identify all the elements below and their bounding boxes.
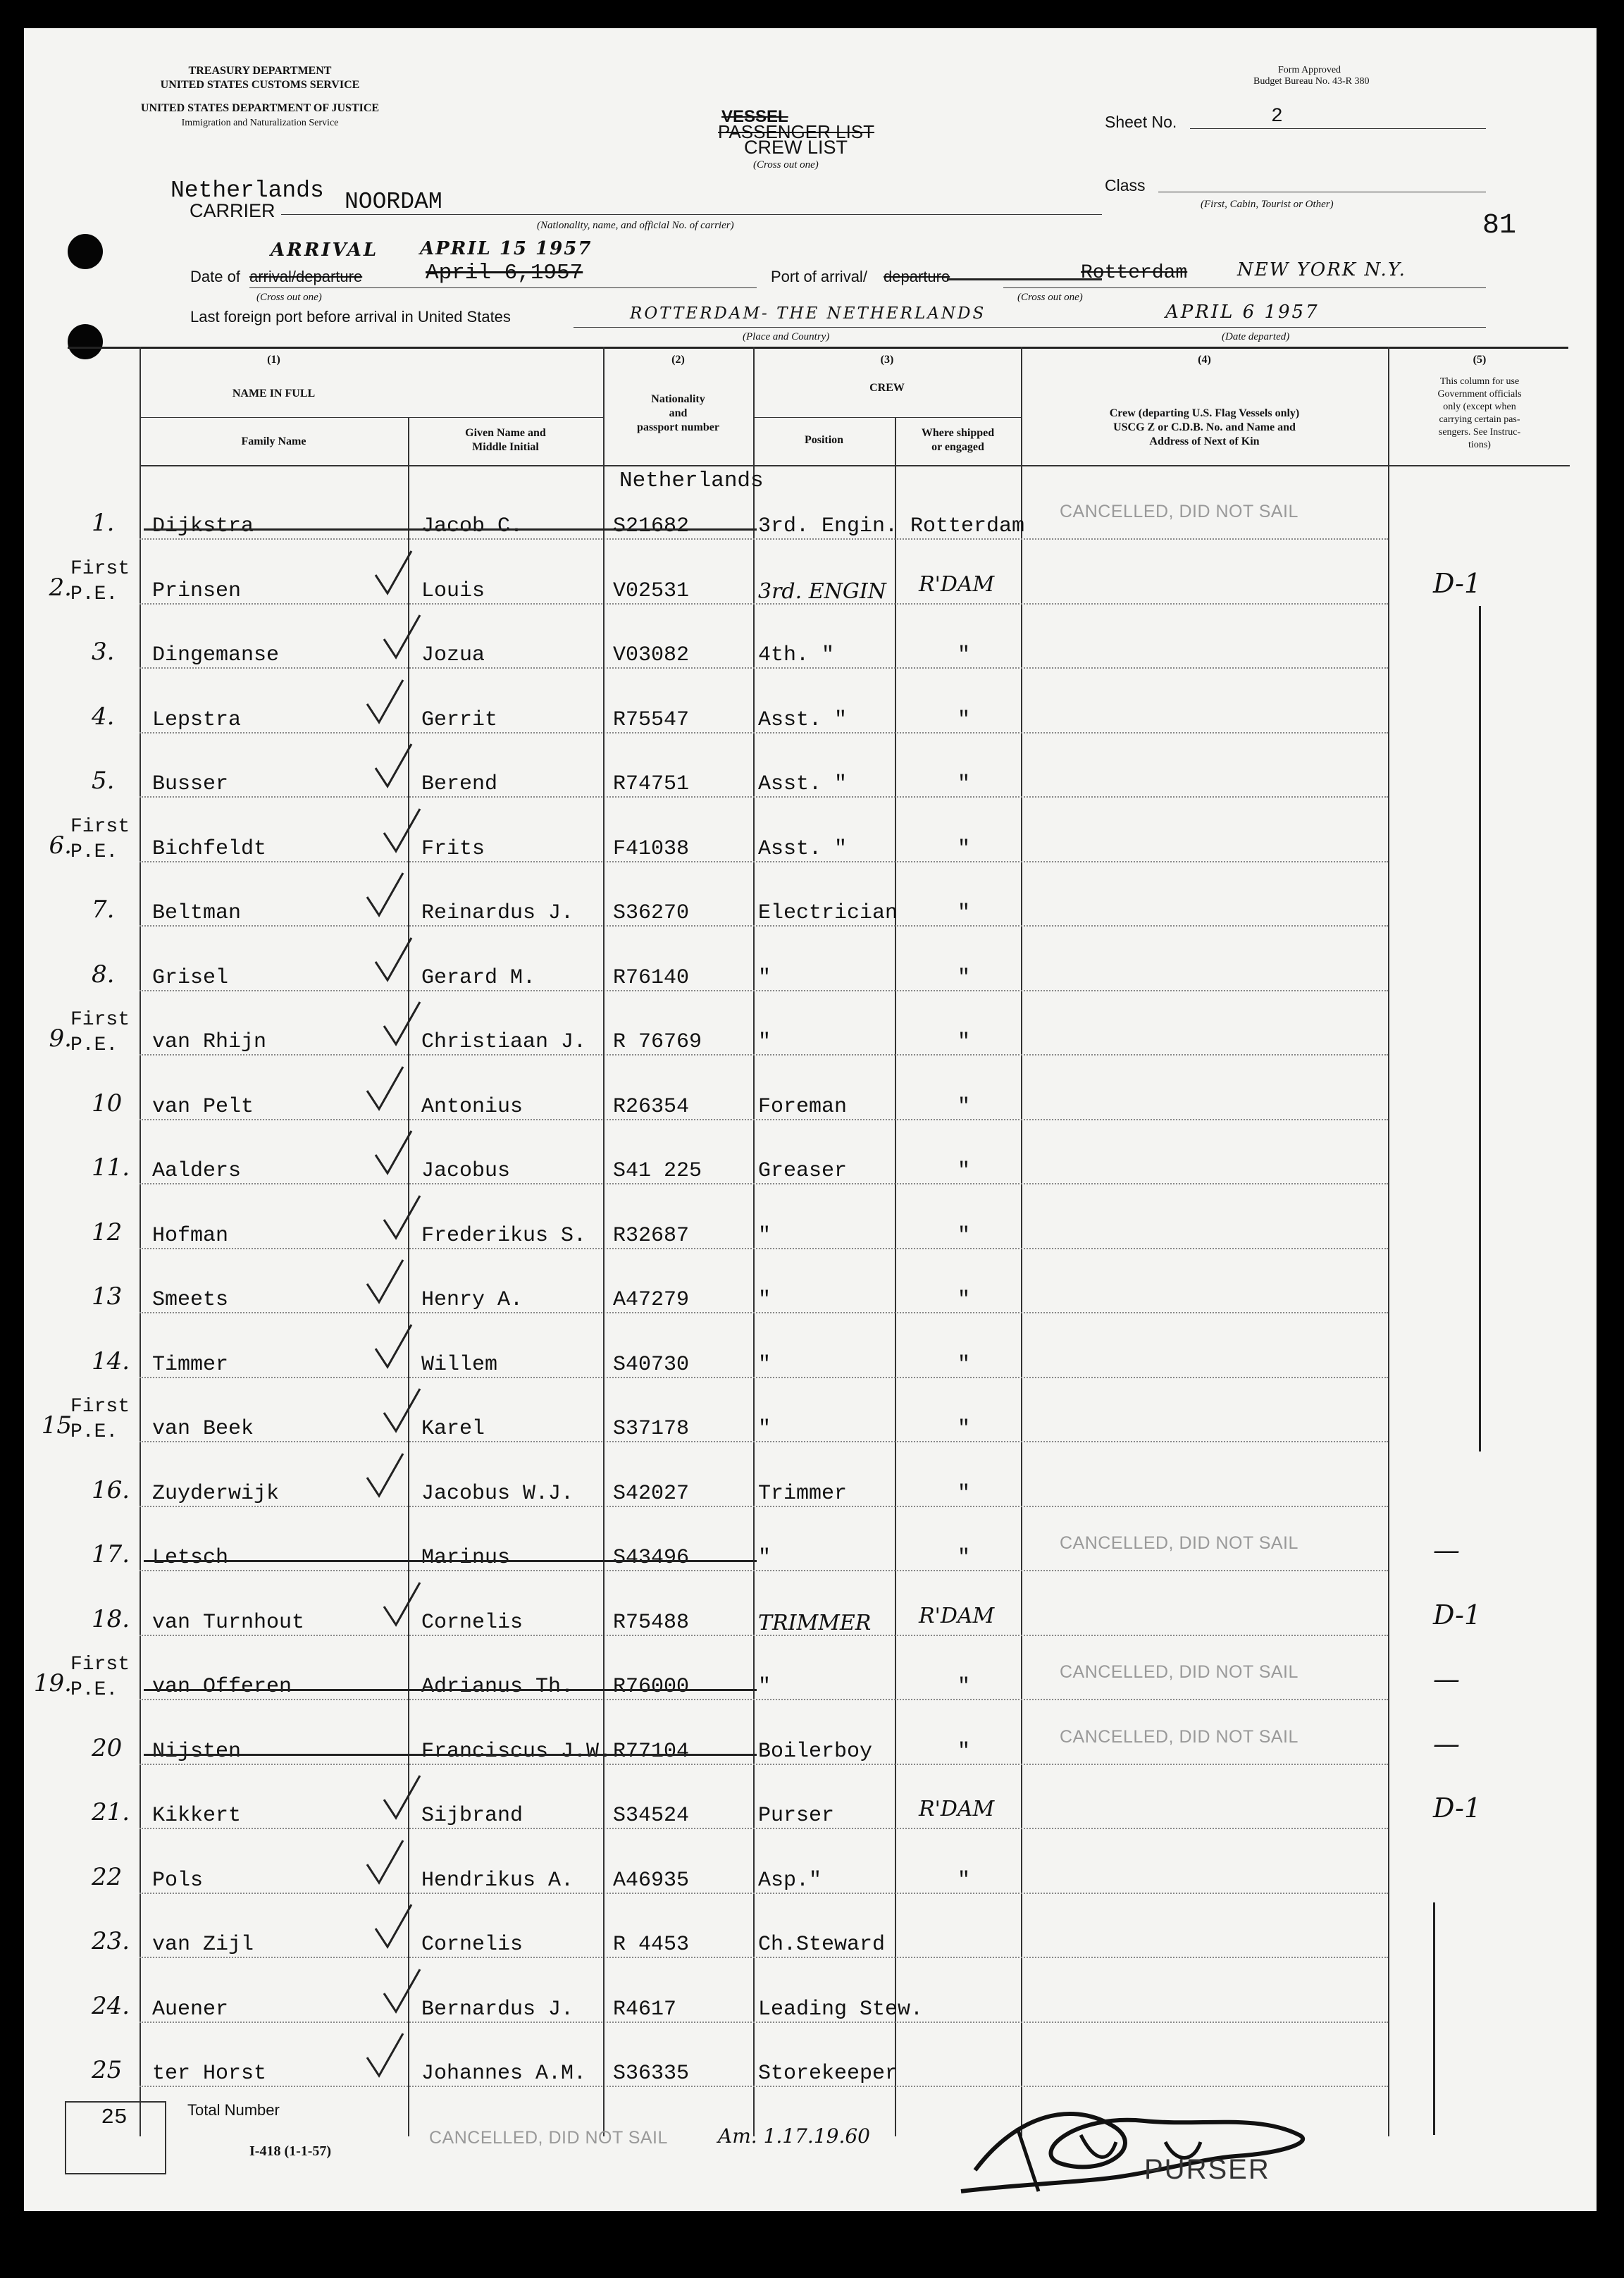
check-mark-icon: [380, 806, 423, 855]
where-engaged: R'DAM: [919, 1604, 995, 1628]
given-name: Sijbrand: [421, 1804, 523, 1828]
given-name-heading: Middle Initial: [472, 441, 539, 453]
row-note: First P.E.: [70, 816, 130, 863]
strike-line: [144, 1689, 757, 1691]
row-note: First P.E.: [70, 1009, 130, 1056]
where-engaged: ": [957, 1288, 971, 1312]
position: Leading Stew.: [758, 1998, 924, 2022]
family-name: ter Horst: [152, 2062, 267, 2086]
punch-hole: [68, 234, 103, 269]
row-number: 6.: [49, 831, 72, 860]
given-name: Cornelis: [421, 1611, 523, 1635]
official-mark: D-1: [1433, 1793, 1482, 1824]
row-number: 25: [92, 2056, 123, 2084]
passport-number: S36270: [613, 901, 690, 925]
family-name: Smeets: [152, 1288, 229, 1312]
row-number: 12: [92, 1218, 123, 1246]
port-struck-value: Rotterdam: [1081, 262, 1188, 284]
col1-num: (1): [267, 354, 280, 366]
check-mark-icon: [380, 1773, 423, 1822]
row-number: 23.: [92, 1927, 130, 1955]
carrier-label: CARRIER: [190, 200, 275, 221]
row-number: 22: [92, 1863, 123, 1891]
family-name: van Rhijn: [152, 1030, 267, 1054]
family-name: Lepstra: [152, 708, 242, 732]
where-engaged: ": [957, 966, 971, 990]
position: Asst. ": [758, 837, 848, 861]
position: TRIMMER: [758, 1611, 872, 1635]
where-engaged: ": [957, 708, 971, 732]
position: Trimmer: [758, 1482, 848, 1506]
position: ": [758, 1224, 771, 1248]
cancelled-stamp: CANCELLED, DID NOT SAIL: [429, 2128, 668, 2148]
given-name: Antonius: [421, 1095, 523, 1119]
strike-line: [144, 528, 757, 531]
check-mark-icon: [372, 1322, 414, 1371]
given-name: Marinus: [421, 1546, 511, 1570]
position: ": [758, 1353, 771, 1377]
col3-num: (3): [880, 354, 894, 366]
where-engaged: ": [957, 837, 971, 861]
family-name: Dijkstra: [152, 514, 254, 538]
list-title: CREW LIST: [744, 137, 848, 158]
row-number: 9.: [49, 1025, 72, 1053]
given-name: Christiaan J.: [421, 1030, 587, 1054]
passport-number: S36335: [613, 2062, 690, 2086]
row-number: 18.: [92, 1605, 130, 1633]
row-number: 7.: [92, 896, 115, 924]
budget-bureau: Budget Bureau No. 43-R 380: [1253, 76, 1370, 87]
col2-heading: Nationality: [651, 393, 705, 405]
given-name: Henry A.: [421, 1288, 523, 1312]
row-number: 3.: [92, 638, 115, 666]
given-name: Bernardus J.: [421, 1998, 574, 2022]
family-name: Dingemanse: [152, 643, 280, 667]
where-engaged: ": [957, 1095, 971, 1119]
position: 3rd. ENGIN: [758, 579, 886, 604]
given-name: Jacob C.: [421, 514, 523, 538]
row-number: 1.: [92, 509, 115, 537]
given-name: Jacobus: [421, 1159, 511, 1183]
class-note: (First, Cabin, Tourist or Other): [1201, 199, 1334, 210]
cancelled-stamp: CANCELLED, DID NOT SAIL: [1060, 502, 1298, 521]
where-engaged: ": [957, 1740, 971, 1764]
position: Asp.": [758, 1869, 822, 1893]
position: Foreman: [758, 1095, 848, 1119]
given-name: Hendrikus A.: [421, 1869, 574, 1893]
position: Electrician: [758, 901, 898, 925]
nationality: Netherlands: [171, 178, 324, 204]
position: 4th. ": [758, 643, 835, 667]
passport-number: R77104: [613, 1740, 690, 1764]
date-struck: arrival/departure: [249, 268, 363, 285]
list-note: (Cross out one): [753, 159, 819, 171]
check-mark-icon: [380, 999, 423, 1048]
position-heading: Position: [804, 434, 844, 446]
family-name: Busser: [152, 772, 229, 796]
given-name: Reinardus J.: [421, 901, 574, 925]
arrival-date-written: APRIL 15 1957: [420, 238, 593, 259]
check-mark-icon: [364, 1838, 406, 1887]
passport-number: A46935: [613, 1869, 690, 1893]
position: Purser: [758, 1804, 835, 1828]
official-mark: D-1: [1433, 1599, 1482, 1630]
passport-number: R76000: [613, 1675, 690, 1699]
col5-heading: tions): [1468, 440, 1491, 450]
passport-number: V02531: [613, 579, 690, 603]
list-passenger-struck: PASSENGER LIST: [718, 121, 875, 142]
crew-list-form: [24, 28, 1597, 2211]
total-label: Total Number: [187, 2101, 280, 2119]
given-name: Johannes A.M.: [421, 2062, 587, 2086]
col4-num: (4): [1198, 354, 1211, 366]
row-number: 24.: [92, 1992, 130, 2020]
position: Asst. ": [758, 708, 848, 732]
check-mark-icon: [372, 935, 414, 984]
where-engaged: ": [957, 772, 971, 796]
family-name: Auener: [152, 1998, 229, 2022]
passport-number: R32687: [613, 1224, 690, 1248]
family-name: Beltman: [152, 901, 242, 925]
passport-number: F41038: [613, 837, 690, 861]
position: ": [758, 1675, 771, 1699]
passport-number: S40730: [613, 1353, 690, 1377]
check-mark-icon: [380, 612, 423, 662]
given-name: Gerard M.: [421, 966, 536, 990]
check-mark-icon: [380, 1386, 423, 1435]
where-engaged: ": [957, 1159, 971, 1183]
total-value: 25: [101, 2105, 128, 2130]
check-mark-icon: [372, 1902, 414, 1951]
col5-heading: Government officials: [1437, 389, 1522, 400]
check-mark-icon: [380, 1193, 423, 1242]
port-note: (Cross out one): [1017, 292, 1083, 303]
family-name: Letsch: [152, 1546, 229, 1570]
family-name: Timmer: [152, 1353, 229, 1377]
check-mark-icon: [372, 548, 414, 598]
row-number: 20: [92, 1734, 123, 1762]
passport-number: S34524: [613, 1804, 690, 1828]
date-note: (Cross out one): [256, 292, 322, 303]
where-engaged: ": [957, 1224, 971, 1248]
passport-number: S43496: [613, 1546, 690, 1570]
date-struck-value: April 6,1957: [426, 261, 583, 285]
where-engaged: ": [957, 1675, 971, 1699]
nationality-heading: Netherlands: [619, 469, 764, 493]
col4-heading: Crew (departing U.S. Flag Vessels only): [1109, 407, 1300, 419]
passport-number: R74751: [613, 772, 690, 796]
given-name: Cornelis: [421, 1933, 523, 1957]
last-port-value: ROTTERDAM- THE NETHERLANDS: [630, 304, 986, 323]
given-name: Jozua: [421, 643, 485, 667]
position: ": [758, 966, 771, 990]
where-engaged: ": [957, 1546, 971, 1570]
where-engaged: ": [957, 1417, 971, 1441]
position: Greaser: [758, 1159, 848, 1183]
row-number: 14.: [92, 1347, 130, 1375]
given-name: Karel: [421, 1417, 485, 1441]
row-number: 16.: [92, 1476, 130, 1504]
margin-number: 81: [1482, 210, 1517, 242]
agency-line: Immigration and Naturalization Service: [181, 118, 339, 128]
where-engaged: ": [957, 1869, 971, 1893]
row-number: 2.: [49, 574, 72, 602]
date-departed-note: (Date departed): [1222, 331, 1290, 342]
family-name: van Offeren: [152, 1675, 292, 1699]
place-note: (Place and Country): [743, 331, 830, 342]
given-name: Adrianus Th.: [421, 1675, 574, 1699]
row-number: 17.: [92, 1540, 130, 1568]
where-engaged: R'DAM: [919, 572, 995, 597]
row-number: 15: [41, 1411, 72, 1440]
check-mark-icon: [364, 1064, 406, 1113]
row-number: 13: [92, 1282, 123, 1311]
given-name: Frits: [421, 837, 485, 861]
position: ": [758, 1030, 771, 1054]
check-mark-icon: [364, 677, 406, 726]
row-number: 8.: [92, 960, 115, 989]
list-type-struck: VESSEL: [721, 107, 788, 126]
given-name-heading: Given Name and: [465, 427, 546, 439]
where-engaged: ": [957, 1353, 971, 1377]
col3-title: CREW: [869, 382, 905, 394]
row-note: First P.E.: [70, 1396, 130, 1443]
passport-number: R76140: [613, 966, 690, 990]
col2-num: (2): [671, 354, 685, 366]
given-name: Berend: [421, 772, 498, 796]
given-name: Jacobus W.J.: [421, 1482, 574, 1506]
family-name: van Pelt: [152, 1095, 254, 1119]
check-mark-icon: [364, 870, 406, 920]
col4-heading: Address of Next of Kin: [1149, 435, 1260, 447]
where-engaged: R'DAM: [919, 1797, 995, 1821]
carrier-name: NOORDAM: [345, 189, 442, 215]
check-mark-icon: [380, 1967, 423, 2016]
col5-heading: only (except when: [1443, 402, 1516, 412]
col2-heading: and: [669, 407, 688, 419]
where-heading: or engaged: [931, 441, 984, 453]
strike-line: [144, 1754, 757, 1756]
col4-heading: USCG Z or C.D.B. No. and Name and: [1113, 421, 1296, 433]
agency-line: UNITED STATES DEPARTMENT OF JUSTICE: [140, 102, 380, 114]
family-name: Prinsen: [152, 579, 242, 603]
where-engaged: ": [957, 1030, 971, 1054]
sheet-label: Sheet No.: [1105, 113, 1177, 131]
given-name: Gerrit: [421, 708, 498, 732]
col2-heading: passport number: [637, 421, 719, 433]
punch-hole: [68, 324, 103, 359]
strike-line: [144, 1560, 757, 1562]
col1-title: NAME IN FULL: [232, 388, 316, 400]
sheet-number: 2: [1271, 106, 1283, 128]
passport-number: R 4453: [613, 1933, 690, 1957]
check-mark-icon: [372, 741, 414, 791]
port-label: Port of arrival/: [771, 268, 867, 285]
family-name: Bichfeldt: [152, 837, 267, 861]
family-name: van Zijl: [152, 1933, 254, 1957]
row-number: 5.: [92, 767, 115, 795]
official-mark: —: [1433, 1664, 1460, 1695]
form-approved: Form Approved: [1278, 65, 1341, 75]
row-number: 4.: [92, 702, 115, 731]
row-number: 19.: [33, 1669, 72, 1697]
arrival-written: ARRIVAL: [271, 240, 379, 261]
passport-number: S37178: [613, 1417, 690, 1441]
cancelled-stamp: CANCELLED, DID NOT SAIL: [1060, 1533, 1298, 1553]
check-mark-icon: [380, 1580, 423, 1629]
passport-number: A47279: [613, 1288, 690, 1312]
where-heading: Where shipped: [921, 427, 995, 439]
passport-number: S21682: [613, 514, 690, 538]
position: Boilerboy: [758, 1740, 873, 1764]
family-name: Aalders: [152, 1159, 242, 1183]
given-name: Frederikus S.: [421, 1224, 587, 1248]
port-written: NEW YORK N.Y.: [1237, 259, 1406, 280]
position: 3rd. Engin. Rotterdam: [758, 514, 1025, 538]
passport-number: R75547: [613, 708, 690, 732]
last-port-date: APRIL 6 1957: [1165, 302, 1320, 323]
cancelled-stamp: CANCELLED, DID NOT SAIL: [1060, 1662, 1298, 1682]
col5-num: (5): [1473, 354, 1487, 366]
family-name-heading: Family Name: [241, 435, 306, 447]
class-label: Class: [1105, 176, 1146, 194]
passport-number: R 76769: [613, 1030, 702, 1054]
where-engaged: ": [957, 901, 971, 925]
agency-line: TREASURY DEPARTMENT: [188, 65, 332, 77]
date-written: Am. 1.17.19.60: [718, 2124, 870, 2148]
carrier-note: (Nationality, name, and official No. of carrier): [537, 220, 734, 231]
signature: [933, 2086, 1327, 2211]
passport-number: V03082: [613, 643, 690, 667]
row-number: 21.: [92, 1798, 130, 1826]
check-mark-icon: [372, 1128, 414, 1177]
last-port-label: Last foreign port before arrival in United States: [190, 308, 511, 326]
given-name: Willem: [421, 1353, 498, 1377]
col5-heading: This column for use: [1439, 376, 1520, 387]
row-number: 10: [92, 1089, 123, 1118]
col5-heading: sengers. See Instruc-: [1438, 427, 1521, 438]
passport-number: R26354: [613, 1095, 690, 1119]
col5-heading: carrying certain pas-: [1439, 414, 1520, 425]
passport-number: R75488: [613, 1611, 690, 1635]
row-note: First P.E.: [70, 1654, 130, 1701]
port-struck: departure: [884, 268, 950, 285]
form-number: I-418 (1-1-57): [249, 2143, 332, 2159]
official-mark: D-1: [1433, 568, 1482, 599]
given-name: Louis: [421, 579, 485, 603]
check-mark-icon: [364, 1257, 406, 1306]
row-number: 11.: [92, 1153, 130, 1182]
family-name: van Beek: [152, 1417, 254, 1441]
family-name: Nijsten: [152, 1740, 242, 1764]
cancelled-stamp: CANCELLED, DID NOT SAIL: [1060, 1727, 1298, 1747]
family-name: Pols: [152, 1869, 204, 1893]
position: ": [758, 1546, 771, 1570]
row-note: First P.E.: [70, 558, 130, 605]
where-engaged: ": [957, 643, 971, 667]
family-name: Zuyderwijk: [152, 1482, 280, 1506]
family-name: Grisel: [152, 966, 229, 990]
family-name: Kikkert: [152, 1804, 242, 1828]
position: Asst. ": [758, 772, 848, 796]
purser-stamp: PURSER: [1144, 2154, 1270, 2185]
position: Ch.Steward: [758, 1933, 886, 1957]
family-name: Hofman: [152, 1224, 229, 1248]
passport-number: R4617: [613, 1998, 677, 2022]
position: Storekeeper: [758, 2062, 898, 2086]
date-label: Date of: [190, 268, 240, 285]
official-mark: —: [1433, 1728, 1460, 1759]
check-mark-icon: [364, 1451, 406, 1500]
position: ": [758, 1288, 771, 1312]
passport-number: S42027: [613, 1482, 690, 1506]
where-engaged: ": [957, 1482, 971, 1506]
given-name: Franciscus J.W.: [421, 1740, 612, 1764]
passport-number: S41 225: [613, 1159, 702, 1183]
agency-line: UNITED STATES CUSTOMS SERVICE: [160, 79, 360, 91]
family-name: van Turnhout: [152, 1611, 305, 1635]
official-mark: —: [1433, 1535, 1460, 1566]
position: ": [758, 1417, 771, 1441]
check-mark-icon: [364, 2031, 406, 2080]
